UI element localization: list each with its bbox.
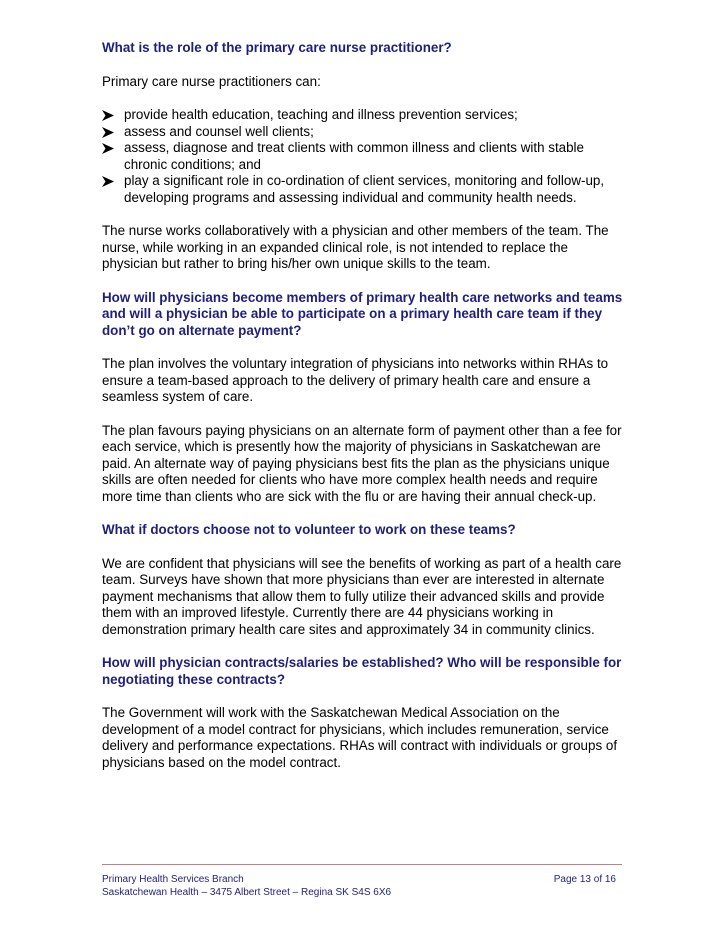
role-bullet-list	[102, 107, 626, 206]
paragraph-physician-benefits: We are confident that physicians will see the benefits of working as part of a health care team. Surveys have shown that more physicians than ever are interested in alternate payment mechanisms that allow them to fully utilize their advanced skills and provide them with an improved lifestyle. Currently there are 44 physicians working in demonstration primary health care sites and approximately 34 in community clinics.	[102, 555, 622, 637]
question-heading-contracts: How will physician contracts/salaries be established? Who will be responsible for negotiating these contracts?	[102, 655, 622, 687]
arrow-bullet-icon	[102, 143, 114, 154]
question-heading-nurse-practitioner: What is the role of the primary care nurse practitioner?	[102, 40, 452, 55]
question-heading-volunteer: What if doctors choose not to volunteer to work on these teams?	[102, 522, 516, 537]
paragraph-nurse-collaboration: The nurse works collaboratively with a physician and other members of the team. The nurse, while working in an expanded clinical role, is not intended to replace the physician but rather to bring his/her own unique skills to the team.	[102, 223, 609, 271]
footer-branch: Primary Health Services Branch	[102, 874, 244, 885]
list-item-text: assess and counsel well clients;	[124, 123, 314, 139]
document-page	[102, 40, 626, 788]
paragraph-model-contract: The Government will work with the Saskatchewan Medical Association on the development of a model contract for physicians, which includes remuneration, service delivery and performance expectations. RHAs will contract with individuals or groups of physicians based on the model contract.	[102, 705, 618, 770]
arrow-bullet-icon	[102, 127, 114, 138]
question-heading-physician-membership: How will physicians become members of primary health care networks and teams and will a physician be able to participate on a primary health care team if they don’t go on alternate payment?	[102, 289, 623, 338]
list-item	[102, 140, 626, 173]
page-number: Page 13 of 16	[553, 874, 616, 885]
footer-divider	[102, 864, 622, 865]
page-footer	[102, 874, 622, 899]
list-item	[102, 124, 626, 141]
list-item-text: provide health education, teaching and illness prevention services;	[124, 107, 518, 122]
arrow-bullet-icon	[102, 176, 114, 187]
list-item-text: assess, diagnose and treat clients with common illness and clients with stable chronic conditions; and	[124, 140, 584, 172]
list-item-text: play a significant role in co-ordination of client services, monitoring and follow-up, developing programs and assessing individual and community health needs.	[124, 173, 605, 205]
paragraph-voluntary-integration: The plan involves the voluntary integration of physicians into networks within RHAs to ensure a team-based approach to the delivery of primary health care and ensure a seamless system of care.	[102, 356, 609, 404]
list-item	[102, 173, 626, 206]
list-item	[102, 107, 626, 124]
footer-address: Saskatchewan Health – 3475 Albert Street – Regina SK S4S 6X6	[102, 886, 392, 898]
paragraph-alternate-payment: The plan favours paying physicians on an alternate form of payment other than a fee for each service, which is presently how the majority of physicians in Saskatchewan are paid. An alternate way of paying physicians best fits the plan as the physicians unique skills are often needed for clients who have more complex health needs and require more time than clients who are sick with the flu or are having their annual check-up.	[102, 422, 622, 504]
paragraph-intro: Primary care nurse practitioners can:	[102, 73, 321, 89]
arrow-bullet-icon	[102, 110, 114, 121]
